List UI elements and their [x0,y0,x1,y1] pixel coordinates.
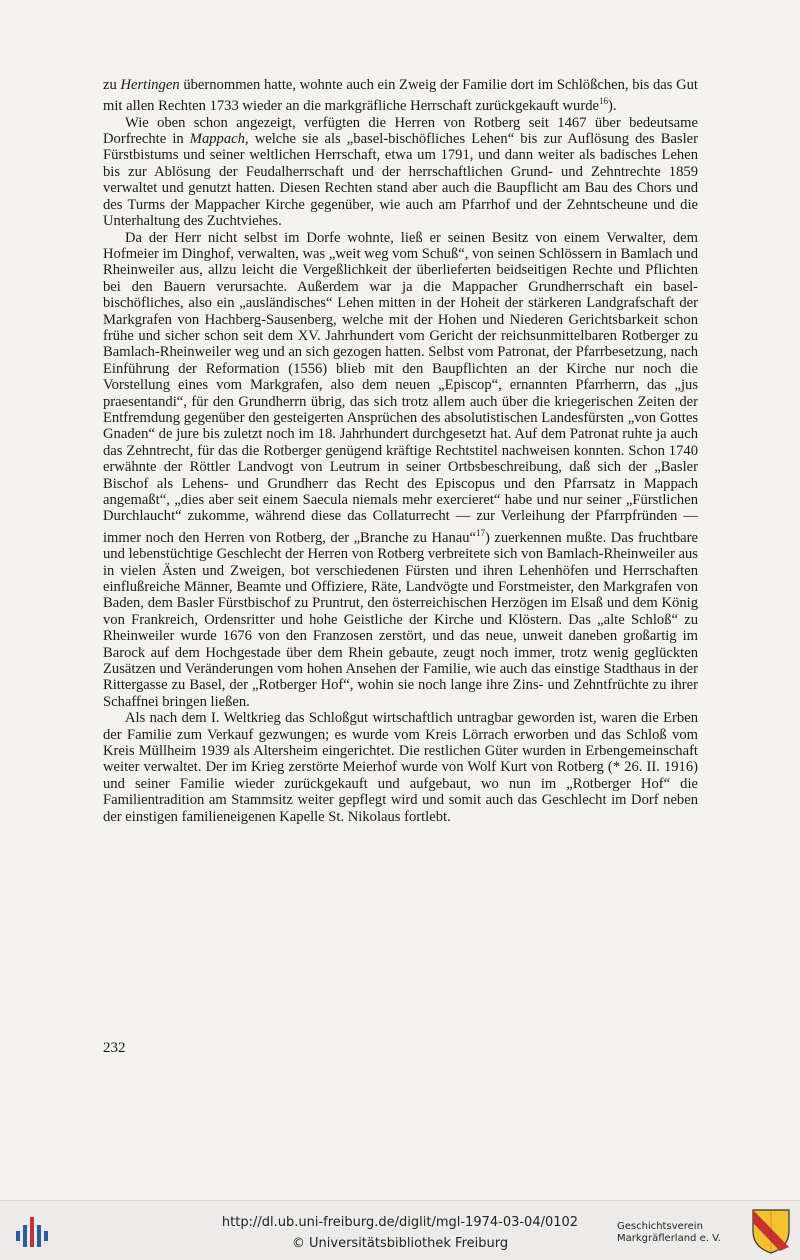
text-segment: Als nach dem I. Weltkrieg das Schloßgut wirtschaftlich untragbar geworden ist, waren die Erben der Familie zum Verkauf gezwungen; es wurde vom Kreis Lörrach erworben und das Schloß vom Kreis Müllheim 1939 als Altersheim eingerichtet. Die restlichen Güter wurden in Erbengemeinschaft weiter verwaltet. Der im Krieg zerstörte Meierhof wurde von Wolf Kurt von Rotberg (* 26. II. 1916) und seiner Familie wieder zurückgekauft und aufgebaut, wo nun im „Rotberger Hof“ die Familientradition am Stammsitz weiter gepflegt wird und somit auch das Geschlecht im Dorf neben der einstigen familieneigenen Kapelle St. Nikolaus fortlebt. [103,710,698,825]
text-segment: welche sie als „basel-bischöfliches Lehen“ bis zur Auflösung des Basler Fürstbistums und seiner weltlichen Herrschaft, etwa um 1791, und dann weiter als badisches Lehen bis zur Ablösung der Feudalherrschaft und der herrschaftlichen Grund- und Zehntrechte 1859 verwaltet und genutzt hatten. Diesen Rechten stand aber auch die Baupflicht am Bau des Chors und des Turms der Mappacher Kirche gegenüber, wie auch am Pfarrhof und der Zehntscheune und die Unterhaltung des Zuchtviehes. [103,131,698,230]
footnote-marker: 16 [598,96,608,107]
text-segment: übernommen hatte, wohnte auch ein Zweig der Familie dort im Schlößchen, bis das Gut mit allen Rechten 1733 wieder an die markgräfliche Herrschaft zurückgekauft wurde [103,77,698,115]
text-segment: Da der Herr nicht selbst im Dorfe wohnte, ließ er seinen Besitz von einem Verwalter, dem Hofmeier im Dinghof, verwalten, was „weit weg vom Schuß“, von seinen Schlössern in Bamlach und Rheinweiler aus, allzu leicht die Vergeßlichkeit der überlieferten beidseitigen Rechte und Pflichten bei den Bauern verursachte. Außerdem war ja die Mappacher Grundherrschaft ein basel-bischöfliches, also ein „ausländisches“ Lehen mitten in der Hoheit der stärkeren Landgrafschaft der Markgrafen von Hachberg-Sausenberg, welche mit der Hohen und Niederen Gerichtsbarkeit schon frühe und sicher schon seit dem XV. Jahrhundert vom Gericht der reichsunmittelbaren Rotberger zu Bamlach-Rheinweiler weg und an sich gezogen hatten. Selbst vom Patronat, der Pfarrbesetzung, nach Einführung der Reformation (1556) blieb mit den Baupflichten an der Kirche nur noch die Vorstellung eines vom Markgrafen, also dem neuen „Episcop“, ernannten Pfarrherrn, das „jus praesentandi“, für den Grundherrn übrig, das sich trotz allem auch über die kriegerischen Zeiten der Entfremdung gegenüber den gesteigerten Ansprüchen des absolutistischen Landesfürsten „von Gottes Gnaden“ de jure bis zuletzt noch im 18. Jahrhundert durchgesetzt hat. Auf dem Patronat ruhte ja auch das Zehntrecht, für das die Rotberger genügend kräftige Rechtstitel nachweisen konnten. Schon 1740 erwähnte der Röttler Landvogt von Leutrum in seiner Ortbsbeschreibung, daß sich der „Basler Bischof als Lehens- und Grundherr das Recht des Episcopus und den Pfarrsatz in Mappach angemaßt“, „dies aber seit einem Saecula niemals mehr exercieret“ habe und nur seiner „Fürstlichen Durchlaucht“ zukomme, während diese das Collaturrecht — zur Verleihung der Pfarrpfründen — immer noch den Herren von Rotberg, der „Branche zu Hanau“ [103,229,698,546]
society-name [617,1221,747,1245]
body-paragraph [103,77,698,115]
footer-copyright: © Universitätsbibliothek Freiburg [291,1236,509,1251]
page-number: 232 [103,1040,126,1056]
text-segment: ) zuerkennen mußte. Das fruchtbare und lebenstüchtige Geschlecht der Herren von Rotberg verbreitete sich von Bamlach-Rheinweiler aus in vielen Ästen und Zweigen, bot verschiedenen Fürsten und ihren Lehenhöfen und Herrschaften einflußreiche Männer, Beamte und Offiziere, Räte, Landvögte und Forstmeister, den Markgrafen von Baden, dem Basler Fürstbischof zu Pruntrut, den österreichischen Herzögen im Elsaß und dem König von Frankreich, Ordensritter und hohe Geistliche der Kirche und Klöstern. Das „alte Schloß“ zu Rheinweiler wurde 1676 von den Franzosen zerstört, und das neue, unweit daneben großartig im Barock auf dem Hochgestade über dem Rhein gebaute, zeugt noch immer, trotz wenig geglückten Zusätzen und Veränderungen vom hohen Ansehen der Familie, wie auch das einstige Stadthaus in der Rittergasse zu Basel, der „Rotberger Hof“, wohin sie noch lange ihre Zins- und Zehntfrüchte zu ihrer Schaffnei bringen ließen. [103,529,698,710]
coat-of-arms-icon [750,1207,792,1255]
society-name-line1: Geschichtsverein [617,1221,703,1232]
italic-place-name: Hertingen [120,77,180,93]
ub-freiburg-logo-icon [14,1213,54,1249]
text-segment: Wie oben schon angezeigt, verfügten die Herren von Rotberg seit 1467 über bedeutsame Dorfrechte in [103,114,698,148]
text-segment: zu [103,77,121,93]
footer-url-link[interactable]: http://dl.ub.uni-freiburg.de/diglit/mgl-1974-03-04/0102 [221,1215,579,1230]
footnote-marker: 17 [476,527,486,538]
body-paragraph [103,230,698,711]
body-paragraph [103,115,698,230]
italic-place-name: Mappach, [189,131,249,148]
body-paragraph [103,710,698,825]
text-segment: ). [607,98,617,115]
society-name-line2: Markgräflerland e. V. [617,1233,721,1244]
viewer-footer [0,1200,800,1260]
page-body [103,77,698,825]
